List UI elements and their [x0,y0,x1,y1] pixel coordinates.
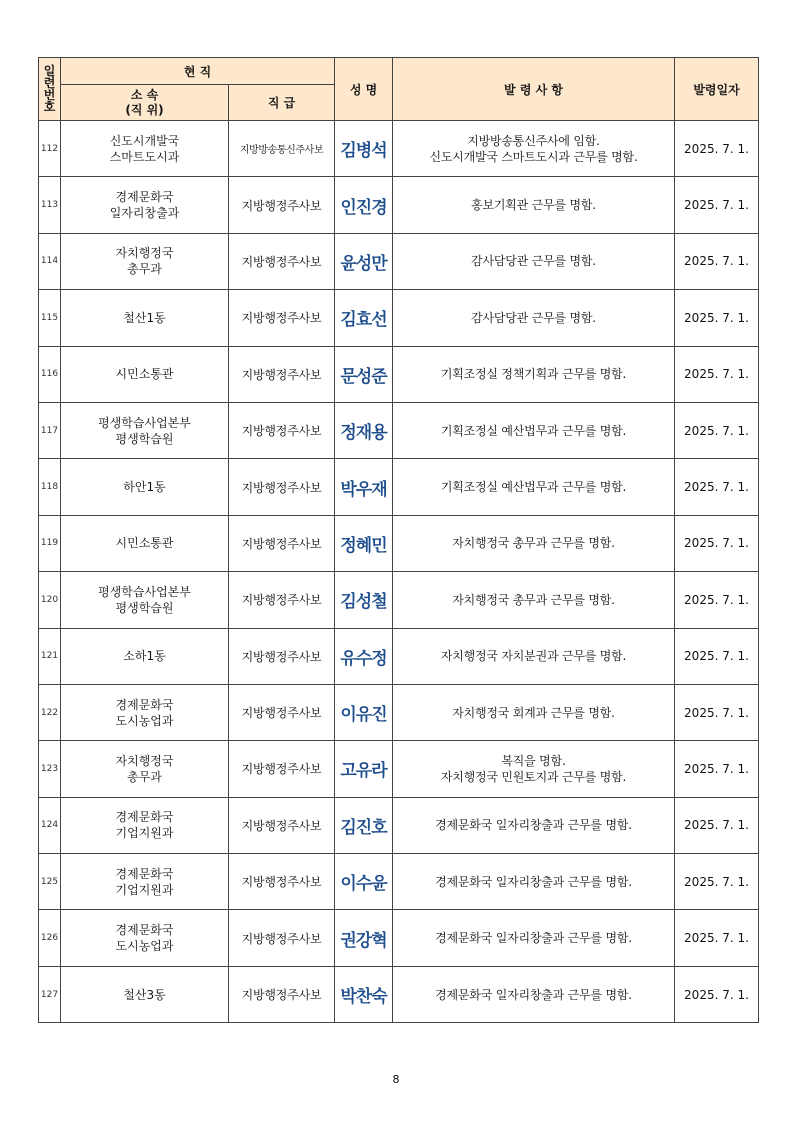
date-cell: 2025. 7. 1. [675,684,759,740]
name-cell: 박찬숙 [335,966,393,1022]
date-cell: 2025. 7. 1. [675,290,759,346]
department-line: 경제문화국 [115,190,174,205]
order-line: 경제문화국 일자리창출과 근무를 명함. [435,931,632,946]
header-current-position: 현 직 [61,58,335,85]
order-line: 기획조정실 정책기획과 근무를 명함. [440,367,627,382]
name-cell: 김병석 [335,121,393,177]
order-line: 경제문화국 일자리창출과 근무를 명함. [435,987,632,1002]
page-number: 8 [392,1073,400,1086]
name-cell: 윤성만 [335,233,393,289]
department-cell [61,797,229,853]
rank-cell: 지방방송통신주사보 [229,121,335,177]
department-line: 소하1동 [123,649,166,664]
rank-cell: 지방행정주사보 [229,290,335,346]
department-line: 일자리창출과 [109,206,180,221]
table-row [39,628,759,684]
department-line: 평생학습원 [115,431,174,446]
department-cell [61,741,229,797]
department-line: 평생학습사업본부 [98,584,191,599]
order-line: 감사담당관 근무를 명함. [471,254,596,269]
order-line: 지방방송통신주사에 임함. [467,133,600,148]
rank-cell: 지방행정주사보 [229,797,335,853]
serial-number-cell: 126 [39,910,61,966]
table-row [39,797,759,853]
date-cell: 2025. 7. 1. [675,741,759,797]
date-cell: 2025. 7. 1. [675,459,759,515]
department-cell [61,684,229,740]
name-cell: 김진호 [335,797,393,853]
date-cell: 2025. 7. 1. [675,515,759,571]
date-cell: 2025. 7. 1. [675,628,759,684]
department-cell [61,854,229,910]
orders-cell [393,966,675,1022]
rank-cell: 지방행정주사보 [229,628,335,684]
orders-cell [393,346,675,402]
name-cell: 유수정 [335,628,393,684]
name-cell: 문성준 [335,346,393,402]
name-cell: 정재용 [335,402,393,458]
order-line: 경제문화국 일자리창출과 근무를 명함. [435,818,632,833]
name-cell: 인진경 [335,177,393,233]
table-row [39,515,759,571]
date-cell: 2025. 7. 1. [675,402,759,458]
department-line: 하안1동 [123,480,166,495]
date-cell: 2025. 7. 1. [675,177,759,233]
name-cell: 김효선 [335,290,393,346]
table-row [39,177,759,233]
department-line: 평생학습원 [115,600,174,615]
department-line: 경제문화국 [115,810,174,825]
orders-cell [393,515,675,571]
name-cell: 이유진 [335,684,393,740]
department-line: 스마트도시과 [109,149,180,164]
name-cell: 이수윤 [335,854,393,910]
serial-number-cell: 117 [39,402,61,458]
rank-cell: 지방행정주사보 [229,402,335,458]
department-cell [61,290,229,346]
orders-cell [393,572,675,628]
header-row-top [39,58,759,85]
orders-cell [393,290,675,346]
orders-cell [393,402,675,458]
department-cell [61,121,229,177]
table-row [39,290,759,346]
department-line: 기업지원과 [115,882,174,897]
orders-cell [393,854,675,910]
header-rank: 직 급 [229,85,335,121]
table-row [39,966,759,1022]
rank-cell: 지방행정주사보 [229,854,335,910]
serial-number-cell: 118 [39,459,61,515]
department-line: 철산3동 [123,987,166,1002]
department-line: 경제문화국 [115,697,174,712]
department-line: 경제문화국 [115,866,174,881]
orders-cell [393,233,675,289]
header-date: 발령일자 [675,58,759,121]
date-cell: 2025. 7. 1. [675,797,759,853]
order-line: 신도시개발국 스마트도시과 근무를 명함. [429,149,638,164]
rank-cell: 지방행정주사보 [229,177,335,233]
rank-cell: 지방행정주사보 [229,515,335,571]
header-name: 성 명 [335,58,393,121]
serial-number-cell: 125 [39,854,61,910]
orders-cell [393,741,675,797]
serial-number-cell: 127 [39,966,61,1022]
serial-number-cell: 121 [39,628,61,684]
table-row [39,459,759,515]
rank-cell: 지방행정주사보 [229,966,335,1022]
table-row [39,346,759,402]
rank-cell: 지방행정주사보 [229,459,335,515]
department-line: 자치행정국 [115,246,174,261]
department-line: 도시농업과 [115,939,174,954]
department-cell [61,910,229,966]
rank-cell: 지방행정주사보 [229,572,335,628]
department-cell [61,177,229,233]
serial-number-cell: 119 [39,515,61,571]
order-line: 기획조정실 예산법무과 근무를 명함. [440,423,627,438]
serial-number-cell: 124 [39,797,61,853]
name-cell: 고유라 [335,741,393,797]
orders-cell [393,177,675,233]
serial-number-cell: 113 [39,177,61,233]
order-line: 기획조정실 예산법무과 근무를 명함. [440,480,627,495]
serial-number-cell: 120 [39,572,61,628]
table-row [39,684,759,740]
serial-number-cell: 112 [39,121,61,177]
department-line: 도시농업과 [115,713,174,728]
date-cell: 2025. 7. 1. [675,121,759,177]
serial-number-cell: 116 [39,346,61,402]
order-line: 홍보기획관 근무를 명함. [471,198,596,213]
order-line: 자치행정국 민원토지과 근무를 명함. [440,769,627,784]
header-orders: 발 령 사 항 [393,58,675,121]
orders-cell [393,459,675,515]
header-department: 소 속 (직 위) [61,85,229,121]
table-row [39,402,759,458]
rank-cell: 지방행정주사보 [229,233,335,289]
rank-cell: 지방행정주사보 [229,346,335,402]
rank-cell: 지방행정주사보 [229,741,335,797]
department-line: 신도시개발국 [109,133,180,148]
table-row [39,910,759,966]
table-row [39,854,759,910]
table-row [39,572,759,628]
orders-cell [393,121,675,177]
department-cell [61,346,229,402]
date-cell: 2025. 7. 1. [675,233,759,289]
date-cell: 2025. 7. 1. [675,966,759,1022]
orders-cell [393,628,675,684]
table-row [39,121,759,177]
department-cell [61,966,229,1022]
department-cell [61,572,229,628]
rank-cell: 지방행정주사보 [229,684,335,740]
department-line: 시민소통관 [115,367,174,382]
orders-cell [393,797,675,853]
date-cell: 2025. 7. 1. [675,854,759,910]
serial-number-cell: 114 [39,233,61,289]
department-cell [61,515,229,571]
table-body [39,121,759,1023]
order-line: 자치행정국 총무과 근무를 명함. [452,592,615,607]
header-serial-number: 일 련 번 호 [39,58,61,121]
department-line: 평생학습사업본부 [98,415,191,430]
order-line: 경제문화국 일자리창출과 근무를 명함. [435,874,632,889]
table-row [39,233,759,289]
name-cell: 권강혁 [335,910,393,966]
department-cell [61,233,229,289]
department-line: 철산1동 [123,310,166,325]
date-cell: 2025. 7. 1. [675,572,759,628]
order-line: 자치행정국 회계과 근무를 명함. [452,705,615,720]
personnel-table [38,57,759,1023]
department-line: 시민소통관 [115,536,174,551]
serial-number-cell: 123 [39,741,61,797]
department-cell [61,459,229,515]
date-cell: 2025. 7. 1. [675,346,759,402]
orders-cell [393,910,675,966]
order-line: 감사담당관 근무를 명함. [471,310,596,325]
department-line: 총무과 [127,769,162,784]
order-line: 자치행정국 총무과 근무를 명함. [452,536,615,551]
rank-cell: 지방행정주사보 [229,910,335,966]
name-cell: 정혜민 [335,515,393,571]
department-line: 총무과 [127,262,162,277]
department-line: 기업지원과 [115,826,174,841]
order-line: 자치행정국 자치분권과 근무를 명함. [440,649,627,664]
orders-cell [393,684,675,740]
department-cell [61,628,229,684]
serial-number-cell: 122 [39,684,61,740]
department-cell [61,402,229,458]
date-cell: 2025. 7. 1. [675,910,759,966]
serial-number-cell: 115 [39,290,61,346]
table-row [39,741,759,797]
department-line: 자치행정국 [115,753,174,768]
name-cell: 김성철 [335,572,393,628]
name-cell: 박우재 [335,459,393,515]
order-line: 복직을 명함. [501,753,566,768]
department-line: 경제문화국 [115,923,174,938]
